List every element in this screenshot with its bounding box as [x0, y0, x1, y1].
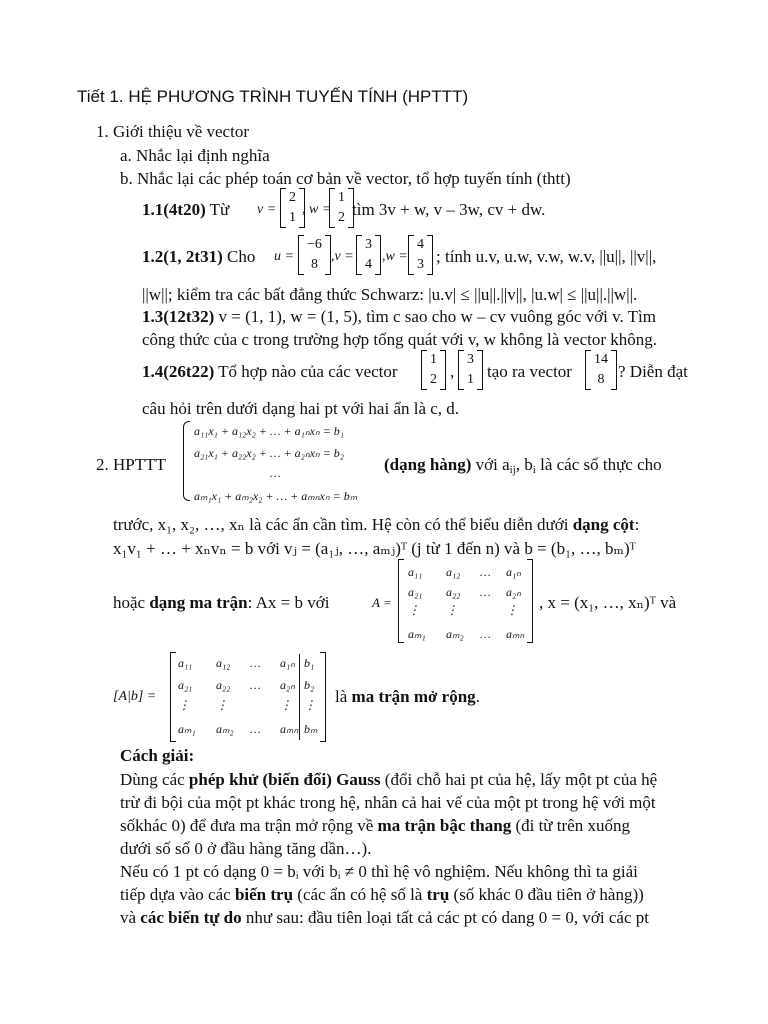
- matrix-entry: 2: [289, 190, 296, 205]
- matrix-entry: ⋮: [304, 698, 316, 712]
- augmented-divider: [299, 654, 300, 740]
- text: : Ax = b với: [247, 593, 330, 612]
- bold-term: các biến tự do: [140, 908, 242, 927]
- column-form-equation: x₁v₁ + … + xₙvₙ = b với vⱼ = (a₁ⱼ, …, aₘⱼ)ᵀ (j từ 1 đến n) và b = (b₁, …, bₘ)ᵀ: [113, 539, 636, 558]
- vector-u: [298, 235, 331, 275]
- text: (đổi chỗ hai pt của hệ, lấy một pt của hệ: [380, 770, 658, 789]
- vector-w-label: ,w =: [382, 249, 408, 264]
- matrix-entry: aₘ₂: [446, 627, 464, 641]
- matrix-right-bracket: [527, 559, 533, 643]
- matrix-entry: ⋮: [408, 603, 420, 617]
- subscript: ij: [509, 464, 516, 476]
- matrix-entry: a₁₁: [408, 565, 423, 579]
- matrix-entry: 4: [365, 257, 372, 272]
- matrix-entry: aₘₙ: [280, 722, 299, 736]
- matrix-entry: ⋮: [446, 603, 458, 617]
- text: và: [120, 908, 141, 927]
- row-form-text: [384, 456, 662, 476]
- solution-line: [120, 771, 657, 788]
- exercise-text: v = (1, 1), w = (1, 5), tìm c sao cho w – cv vuông góc với v. Tìm: [214, 307, 657, 326]
- solution-line: dưới số số 0 ở đầu hàng tăng dần…).: [120, 839, 372, 858]
- solution-line: [120, 817, 630, 834]
- vector-v: [356, 235, 381, 275]
- matrix-entry: …: [480, 585, 491, 599]
- text: trước, x₁, x₂, …, xₙ là các ẩn cần tìm. Hệ còn có thể biểu diễn dưới: [113, 515, 573, 534]
- matrix-left-bracket: [170, 652, 176, 742]
- matrix-entry: ⋮: [216, 698, 228, 712]
- exercise-number: 1.3(12t32): [142, 307, 215, 326]
- exercise-text: câu hỏi trên dưới dạng hai pt với hai ẩn là c, d.: [142, 399, 460, 418]
- text: là các số thực cho: [535, 455, 662, 474]
- solution-heading: [120, 747, 194, 764]
- matrix-entry: −6: [307, 237, 322, 252]
- matrix-form-text: [113, 594, 329, 611]
- exercise-text: ||w||; kiểm tra các bất đẳng thức Schwarz: |u.v| ≤ ||u||.||v||, |u.w| ≤ ||u||.||w||.: [142, 285, 638, 304]
- text: tiếp dựa vào các: [120, 885, 235, 904]
- text: Dùng các: [120, 770, 189, 789]
- matrix-entry: a₁₂: [216, 656, 231, 670]
- matrix-entry: a₂₂: [446, 585, 461, 599]
- matrix-entry: a₂₁: [408, 585, 423, 599]
- bold-term: phép khử (biến đổi) Gauss: [188, 770, 381, 789]
- vector-w: [408, 235, 433, 275]
- exercise-number: 1.4(26t22): [142, 362, 215, 381]
- matrix-entry: 1: [289, 210, 296, 225]
- matrix-entry: 8: [597, 372, 605, 387]
- column-form-text: trước, x₁, x₂, …, xₙ là các ẩn cần tìm. Hệ còn có thể biểu diễn dưới dạng cột:: [113, 515, 640, 534]
- matrix-entry: a₁ₙ: [506, 565, 521, 579]
- exercise-text: tạo ra vector: [487, 362, 572, 381]
- matrix-entry: 1: [467, 372, 474, 387]
- exercise-text: ; tính u.v, u.w, v.w, w.v, ||u||, ||v||,: [436, 247, 657, 266]
- matrix-entry: …: [480, 565, 491, 579]
- row-form-label: (dạng hàng): [384, 455, 472, 474]
- vector-w: [329, 188, 354, 228]
- matrix-entry: aₘₙ: [506, 627, 525, 641]
- text: hoặc: [113, 593, 150, 612]
- vector-target: [585, 350, 617, 390]
- solution-line: Nếu có 1 pt có dạng 0 = bᵢ với bᵢ ≠ 0 thì hệ vô nghiệm. Nếu không thì ta giải: [120, 862, 638, 881]
- section-1-heading: 1. Giới thiệu về vector: [96, 122, 249, 141]
- matrix-entry: …: [250, 656, 261, 670]
- matrix-entry: 1: [338, 190, 345, 205]
- matrix-entry: a₂ₙ: [280, 678, 295, 692]
- exercise-1-4: [142, 363, 398, 380]
- text: sốkhác 0) để đưa ma trận mở rộng về: [120, 816, 378, 835]
- matrix-entry: b₂: [304, 678, 315, 692]
- exercise-text: tìm 3v + w, v – 3w, cv + dw.: [352, 200, 546, 219]
- bold-term: ma trận bậc thang: [377, 816, 512, 835]
- matrix-entry: …: [250, 678, 261, 692]
- section-1b: b. Nhắc lại các phép toán cơ bản về vector, tổ hợp tuyến tính (thtt): [120, 169, 571, 188]
- equation-ellipsis: …: [270, 466, 281, 480]
- matrix-right-bracket: [320, 652, 326, 742]
- exercise-number: 1.2(1, 2t31): [142, 247, 223, 266]
- text: như sau: đầu tiên loại tất cả các pt có dang 0 = 0, với các pt: [241, 908, 649, 927]
- augmented-matrix-label: ma trận mở rộng: [351, 687, 476, 706]
- equation-m: aₘ₁x₁ + aₘ₂x₂ + … + aₘₙxₙ = bₘ: [194, 489, 358, 503]
- matrix-A-label: A =: [372, 595, 392, 610]
- section-1a: a. Nhắc lại định nghĩa: [120, 146, 270, 165]
- text: với a: [471, 455, 510, 474]
- exercise-text: Tổ hợp nào của các vector: [214, 362, 398, 381]
- vector-v-label: v =: [257, 202, 277, 217]
- vector-b: [458, 350, 483, 390]
- matrix-entry: …: [480, 627, 491, 641]
- matrix-entry: ⋮: [178, 698, 190, 712]
- bold-term: trụ: [426, 885, 450, 904]
- matrix-entry: aₘ₁: [408, 627, 426, 641]
- augmented-text: [335, 688, 480, 705]
- matrix-entry: 1: [430, 352, 437, 367]
- matrix-left-bracket: [398, 559, 404, 643]
- page-title: Tiết 1. HỆ PHƯƠNG TRÌNH TUYẾN TÍNH (HPTTT): [77, 87, 469, 106]
- heading: Cách giải:: [120, 746, 195, 765]
- exercise-text: ? Diễn đạt: [618, 362, 688, 381]
- matrix-entry: a₂₁: [178, 678, 193, 692]
- matrix-entry: 2: [338, 210, 345, 225]
- matrix-entry: 14: [594, 352, 608, 367]
- text: (đi từ trên xuống: [511, 816, 630, 835]
- matrix-entry: a₁ₙ: [280, 656, 295, 670]
- bold-term: biến trụ: [234, 885, 294, 904]
- vector-x-text: , x = (x₁, …, xₙ)ᵀ và: [539, 593, 677, 612]
- matrix-entry: aₘ₂: [216, 722, 234, 736]
- matrix-form-label: dạng ma trận: [149, 593, 248, 612]
- matrix-entry: 3: [417, 257, 424, 272]
- matrix-entry: 3: [365, 237, 372, 252]
- matrix-entry: ⋮: [280, 698, 292, 712]
- exercise-text: Từ: [205, 200, 230, 219]
- exercise-number: 1.1(4t20): [142, 200, 206, 219]
- text: (số khác 0 đầu tiên ở hàng)): [449, 885, 644, 904]
- solution-line: [120, 909, 649, 926]
- matrix-entry: …: [250, 722, 261, 736]
- augmented-label: [A|b] =: [113, 689, 157, 704]
- exercise-text: công thức của c trong trường hợp tổng quát với v, w không là vector không.: [142, 330, 657, 349]
- text: là: [335, 687, 352, 706]
- matrix-entry: 4: [417, 237, 424, 252]
- equation-2: a₂₁x₁ + a₂₂x₂ + … + a₂ₙxₙ = b₂: [194, 446, 344, 460]
- matrix-entry: ⋮: [506, 603, 518, 617]
- exercise-1-1: [142, 201, 229, 218]
- text: .: [475, 687, 480, 706]
- subscript: i: [532, 464, 536, 476]
- matrix-entry: a₁₂: [446, 565, 461, 579]
- column-form-label: dạng cột: [572, 515, 635, 534]
- matrix-entry: a₁₁: [178, 656, 193, 670]
- vector-u-label: u =: [274, 249, 294, 264]
- text: , b: [515, 455, 533, 474]
- exercise-1-3: [142, 308, 656, 325]
- matrix-entry: a₂₂: [216, 678, 231, 692]
- matrix-entry: a₂ₙ: [506, 585, 521, 599]
- text: (các ẩn có hệ số là: [293, 885, 427, 904]
- comma: ,: [450, 362, 455, 381]
- matrix-entry: 8: [310, 257, 318, 272]
- matrix-entry: aₘ₁: [178, 722, 196, 736]
- matrix-entry: b₁: [304, 656, 315, 670]
- matrix-entry: bₘ: [304, 722, 318, 736]
- exercise-text: Cho: [222, 247, 256, 266]
- equation-1: a₁₁x₁ + a₁₂x₂ + … + a₁ₙxₙ = b₁: [194, 424, 344, 438]
- vector-v-label: ,v =: [331, 249, 354, 264]
- system-brace: [183, 421, 190, 501]
- vector-w-label: , w =: [302, 202, 332, 217]
- section-2-heading: 2. HPTTT: [96, 455, 166, 474]
- solution-line: [120, 886, 644, 903]
- matrix-entry: 3: [467, 352, 474, 367]
- exercise-1-2: [142, 248, 255, 265]
- solution-line: trừ đi bội của một pt khác trong hệ, nhân cả hai vế của một pt trong hệ với một: [120, 793, 656, 812]
- matrix-entry: 2: [430, 372, 437, 387]
- vector-a: [421, 350, 446, 390]
